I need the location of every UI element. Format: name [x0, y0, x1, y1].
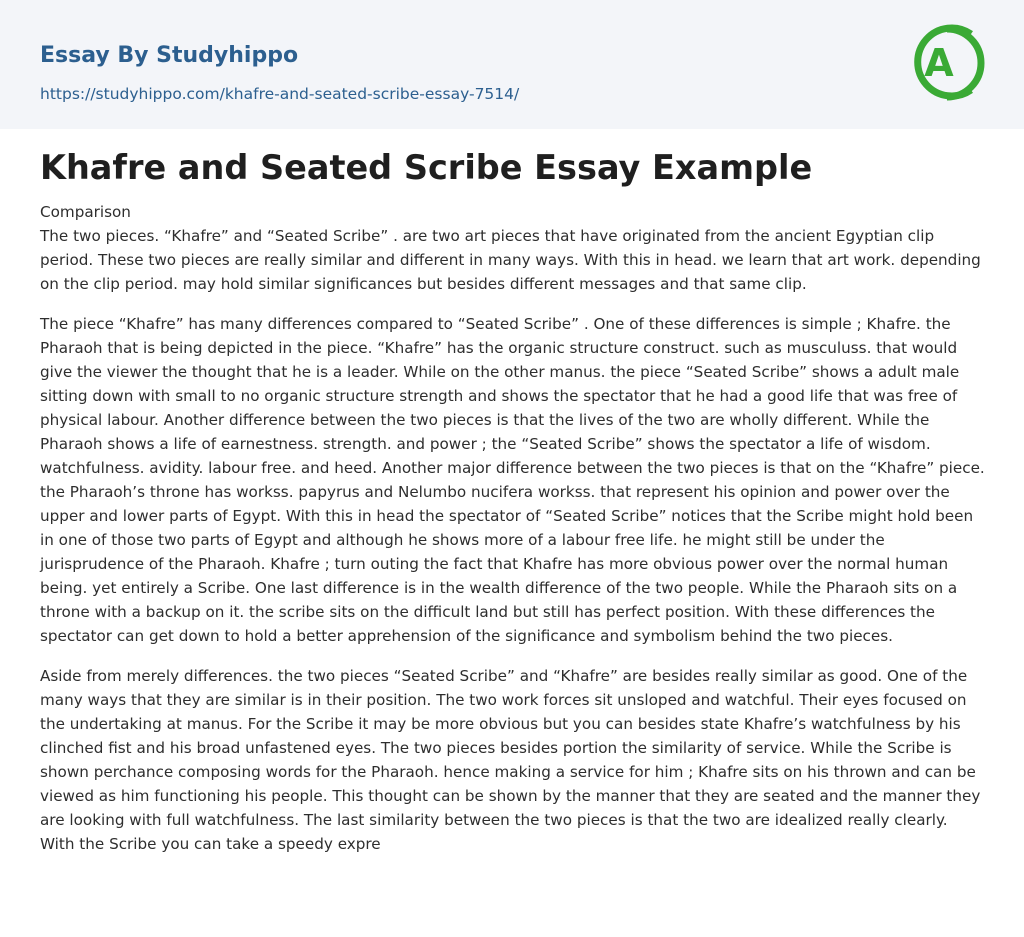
essay-body	[40, 200, 985, 872]
essay-paragraph-2: The piece “Khafre” has many differences compared to “Seated Scribe” . One of these differences is simple ; Khafre. the Pharaoh that is being depicted in the piece. “Khafre” has the organic structure construct. such as musculuss. that would give the viewer the thought that he is a leader. While on the other manus. the piece “Seated Scribe” shows a adult male sitting down with small to no organic structure strength and shows the spectator that he had a good life that was free of physical labour. Another difference between the two pieces is that the lives of the two are wholly different. While the Pharaoh shows a life of earnestness. strength. and power ; the “Seated Scribe” shows the spectator a life of wisdom. watchfulness. avidity. labour free. and heed. Another major difference between the two pieces is that on the “Khafre” piece. the Pharaoh’s throne has workss. papyrus and Nelumbo nucifera workss. that represent his opinion and power over the upper and lower parts of Egypt. With this in head the spectator of “Seated Scribe” notices that the Scribe might hold been in one of those two parts of Egypt and although he shows more of a labour free life. he might still be under the jurisprudence of the Pharaoh. Khafre ; turn outing the fact that Khafre has more obvious power over the normal human being. yet entirely a Scribe. One last difference is in the wealth difference of the two people. While the Pharaoh sits on a throne with a backup on it. the scribe sits on the difficult land but still has perfect position. With these differences the spectator can get down to hold a better apprehension of the significance and symbolism behind the two pieces.	[40, 315, 985, 645]
studyhippo-logo-icon[interactable]	[911, 18, 987, 106]
section-label: Comparison	[40, 203, 131, 221]
essay-paragraph-3: Aside from merely differences. the two pieces “Seated Scribe” and “Khafre” are besides really similar as good. One of the many ways that they are similar is in their position. The two work forces sit unsloped and watchful. Their eyes focused on the undertaking at manus. For the Scribe it may be more obvious but you can besides state Khafre’s watchfulness by his clinched fist and his broad unfastened eyes. The two pieces besides portion the similarity of service. While the Scribe is shown perchance composing words for the Pharaoh. hence making a service for him ; Khafre sits on his thrown and can be viewed as him functioning his people. This thought can be shown by the manner that they are seated and the manner they are looking with full watchfulness. The last similarity between the two pieces is that the two are idealized really clearly. With the Scribe you can take a speedy expre	[40, 667, 981, 853]
logo-letter: A	[924, 41, 954, 85]
page-title: Khafre and Seated Scribe Essay Example	[40, 148, 813, 187]
site-name[interactable]: Essay By Studyhippo	[40, 43, 299, 68]
page-url-link[interactable]: https://studyhippo.com/khafre-and-seated-scribe-essay-7514/	[40, 85, 520, 103]
essay-paragraph-1: The two pieces. “Khafre” and “Seated Scribe” . are two art pieces that have originated from the ancient Egyptian clip period. These two pieces are really similar and different in many ways. With this in head. we learn that art work. depending on the clip period. may hold similar significances but besides different messages and that same clip.	[40, 227, 981, 293]
